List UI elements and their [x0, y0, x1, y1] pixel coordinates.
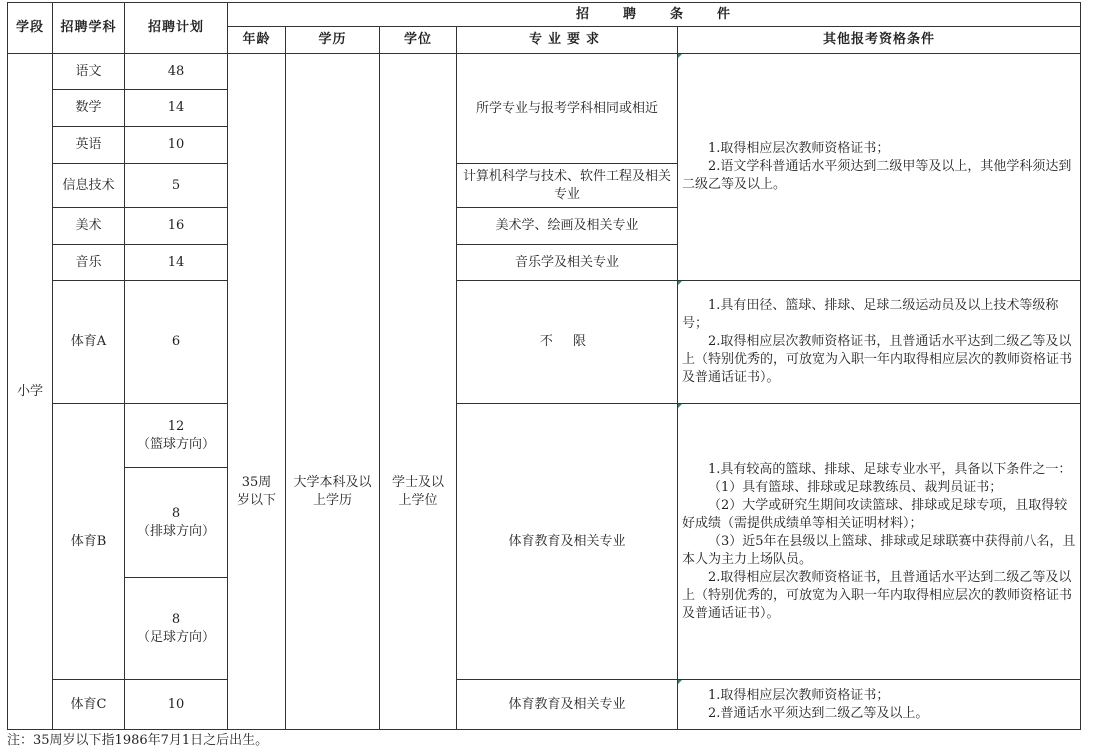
plan-direction: （排球方向） — [136, 523, 215, 539]
plan-cell — [125, 578, 228, 680]
recruitment-table — [7, 2, 1081, 730]
header-age: 年龄 — [228, 27, 286, 54]
other-general-line: 1.取得相应层次教师资格证书； — [708, 141, 890, 156]
plan-cell — [125, 468, 228, 578]
footnote: 注：35周岁以下指1986年7月1日之后出生。 — [7, 733, 269, 748]
major-cell-music: 音乐学及相关专业 — [457, 245, 678, 281]
subject-cell: 体育B — [53, 404, 125, 680]
other-cell-pe-a — [678, 281, 1081, 404]
header-row-1 — [8, 3, 1081, 27]
plan-cell: 14 — [125, 90, 228, 127]
table-row — [8, 404, 1081, 468]
subject-cell: 语文 — [53, 54, 125, 90]
plan-cell — [125, 404, 228, 468]
other-general-line: 2.语文学科普通话水平须达到二级甲等及以上，其他学科须达到二级乙等及以上。 — [682, 159, 1072, 192]
subject-cell: 体育C — [53, 680, 125, 730]
plan-cell: 16 — [125, 208, 228, 245]
plan-number: 12 — [167, 418, 185, 434]
header-plan: 招聘计划 — [125, 3, 228, 54]
plan-direction: （足球方向） — [136, 629, 215, 645]
plan-cell: 14 — [125, 245, 228, 281]
plan-cell: 5 — [125, 164, 228, 208]
other-pe-b-line: （3）近5年在县级以上篮球、排球或足球联赛中获得前八名，且本人为主力上场队员。 — [682, 533, 1076, 567]
major-cell-art: 美术学、绘画及相关专业 — [457, 208, 678, 245]
subject-cell: 音乐 — [53, 245, 125, 281]
table-row — [8, 281, 1081, 404]
education-text: 大学本科及以上学历 — [293, 474, 372, 508]
header-other: 其他报考资格条件 — [678, 27, 1081, 54]
table-row — [8, 54, 1081, 90]
other-cell-general — [678, 54, 1081, 281]
table-row — [8, 680, 1081, 730]
stage-cell: 小学 — [8, 54, 53, 730]
subject-cell: 数学 — [53, 90, 125, 127]
other-pe-a-line: 2.取得相应层次教师资格证书，且普通话水平达到二级乙等及以上（特别优秀的，可放宽为入职一年内取得相应层次的教师资格证书及普通话证书）。 — [682, 334, 1073, 385]
plan-cell: 10 — [125, 127, 228, 164]
subject-cell: 体育A — [53, 281, 125, 404]
major-cell-cs: 计算机科学与技术、软件工程及相关专业 — [457, 164, 678, 208]
other-pe-b-line: 1.具有较高的篮球、排球、足球专业水平，具备以下条件之一： — [708, 461, 1072, 477]
plan-cell: 10 — [125, 680, 228, 730]
header-education: 学历 — [286, 27, 380, 54]
other-pe-c-line: 2.普通话水平须达到二级乙等及以上。 — [708, 705, 929, 721]
plan-number: 8 — [171, 505, 181, 521]
subject-cell: 美术 — [53, 208, 125, 245]
major-cell-unlimited: 不 限 — [457, 281, 678, 404]
subject-cell: 信息技术 — [53, 164, 125, 208]
other-cell-pe-b — [678, 404, 1081, 680]
plan-cell: 48 — [125, 54, 228, 90]
age-cell — [228, 54, 286, 730]
header-stage: 学段 — [8, 3, 53, 54]
other-pe-b-line: （1）具有篮球、排球或足球教练员、裁判员证书； — [708, 479, 1003, 495]
header-subject: 招聘学科 — [53, 3, 125, 54]
major-cell-same: 所学专业与报考学科相同或相近 — [457, 54, 678, 164]
header-degree: 学位 — [380, 27, 457, 54]
other-pe-c-line: 1.取得相应层次教师资格证书； — [708, 687, 890, 703]
other-pe-b-line: （2）大学或研究生期间攻读篮球、排球或足球专项，且取得较好成绩（需提供成绩单等相关证明材料）； — [682, 497, 1068, 531]
header-major: 专业要求 — [457, 27, 678, 54]
degree-text: 学士及以上学位 — [391, 474, 444, 508]
other-cell-pe-c — [678, 680, 1081, 730]
other-pe-b-line: 2.取得相应层次教师资格证书，且普通话水平达到二级乙等及以上（特别优秀的，可放宽为入职一年内取得相应层次的教师资格证书及普通话证书）。 — [682, 569, 1073, 621]
plan-number: 8 — [171, 611, 181, 627]
degree-cell — [380, 54, 457, 730]
recruitment-document — [7, 2, 1080, 730]
education-cell — [286, 54, 380, 730]
major-cell-pe-c: 体育教育及相关专业 — [457, 680, 678, 730]
header-conditions: 招聘条件 — [228, 3, 1081, 27]
other-pe-a-line: 1.具有田径、篮球、排球、足球二级运动员及以上技术等级称号； — [682, 298, 1059, 331]
major-cell-pe-b: 体育教育及相关专业 — [457, 404, 678, 680]
age-text: 35周岁以下 — [236, 474, 276, 508]
plan-cell: 6 — [125, 281, 228, 404]
plan-direction: （篮球方向） — [136, 436, 215, 452]
subject-cell: 英语 — [53, 127, 125, 164]
